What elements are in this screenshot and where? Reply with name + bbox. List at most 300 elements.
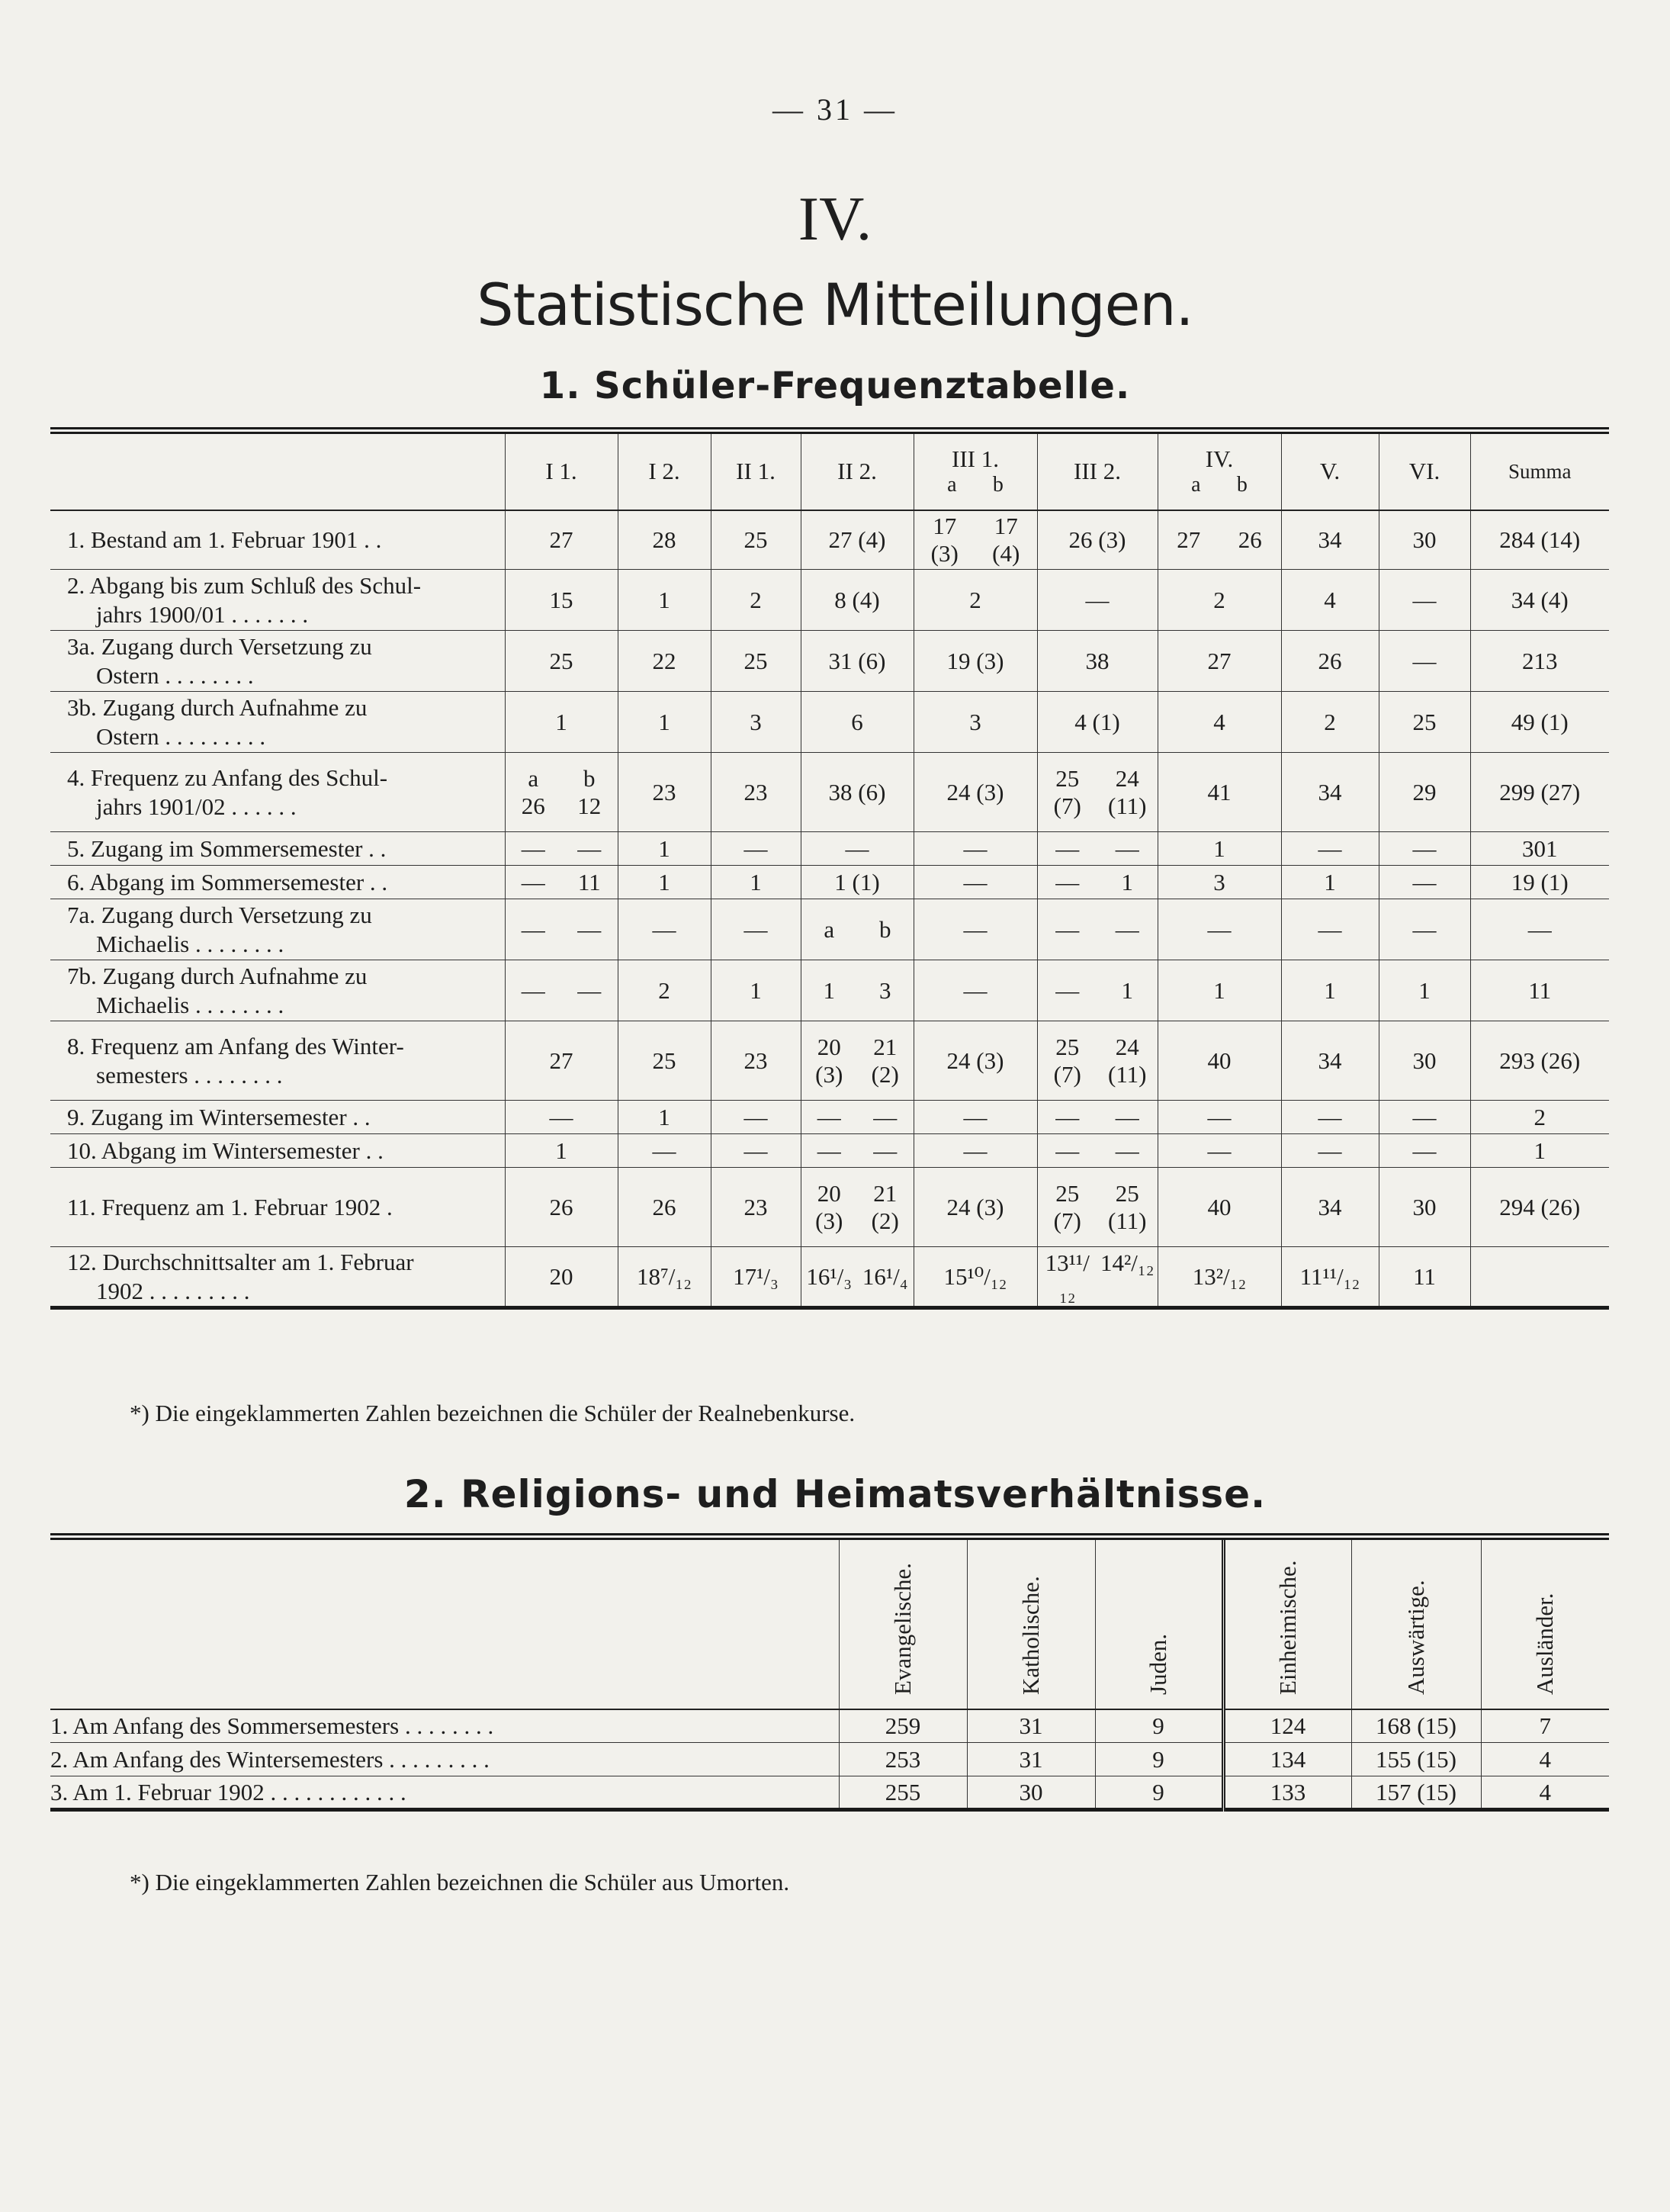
table-row: [50, 1101, 1609, 1134]
table-cell: 6: [801, 692, 914, 753]
split-part-subtext: (4): [992, 539, 1020, 567]
column-subheader: [914, 473, 1037, 497]
table-row: [50, 692, 1609, 753]
table-cell: 2: [914, 570, 1037, 631]
split-part: [561, 869, 618, 896]
column-header: [1037, 431, 1158, 510]
table-cell: —: [914, 866, 1037, 899]
table-cell: 1: [1158, 832, 1281, 866]
column-header-label: IV.: [1205, 445, 1234, 473]
table-row: [50, 1709, 1609, 1743]
table-cell: 41: [1158, 753, 1281, 832]
split-part: [801, 1180, 858, 1235]
row-label-line: Michaelis . . . . . . . .: [96, 991, 284, 1018]
split-part: [1097, 977, 1158, 1005]
header-row: [50, 431, 1609, 510]
split-part: [506, 835, 562, 863]
table-cell: 23: [711, 1168, 801, 1247]
table-cell: —: [618, 899, 711, 960]
table-cell: 1: [1379, 960, 1470, 1021]
column-header: [1481, 1537, 1609, 1709]
split-cell: [1038, 916, 1158, 944]
split-part-value: —: [1115, 915, 1139, 943]
table-cell: 1: [505, 1134, 618, 1168]
column-header-label: Katholische.: [1017, 1575, 1044, 1695]
row-label-line: 7a. Zugang durch Versetzung zu: [67, 901, 372, 928]
column-header: [1281, 431, 1379, 510]
table-cell: [1037, 753, 1158, 832]
column-header: [505, 431, 618, 510]
table-cell: [801, 1134, 914, 1168]
table-cell: 213: [1470, 631, 1609, 692]
table-cell: 25: [711, 631, 801, 692]
row-label: [50, 1168, 505, 1247]
table-row: [50, 899, 1609, 960]
row-label-line: 6. Abgang im Sommersemester . .: [67, 868, 388, 895]
table-cell: 1: [618, 692, 711, 753]
split-part-value: 25: [1055, 1179, 1080, 1207]
row-label-line: 3b. Zugang durch Aufnahme zu: [67, 693, 368, 721]
page-title: Statistische Mitteilungen.: [477, 271, 1193, 339]
column-header: [801, 431, 914, 510]
split-cell: [1038, 1137, 1158, 1165]
column-header-label: Auswärtige.: [1402, 1579, 1429, 1695]
column-header: [1379, 431, 1470, 510]
table-cell: 255: [839, 1776, 967, 1810]
table-row: [50, 832, 1609, 866]
table-cell: —: [711, 832, 801, 866]
column-header: [1223, 1537, 1351, 1709]
split-part: [506, 869, 562, 896]
table-cell: 28: [618, 510, 711, 570]
column-header: [618, 431, 711, 510]
split-part: [801, 1263, 858, 1291]
table-cell: [1037, 1247, 1158, 1308]
split-cell: [801, 977, 914, 1005]
table-cell: —: [711, 899, 801, 960]
table-cell: 3: [914, 692, 1037, 753]
table-cell: 31: [967, 1709, 1095, 1743]
split-part: [801, 1137, 858, 1165]
split-part-value: 16¹/₃: [806, 1262, 853, 1290]
split-part-value: —: [1055, 915, 1080, 943]
table-cell: 4: [1281, 570, 1379, 631]
table-row: [50, 1134, 1609, 1168]
table-cell: 11: [1470, 960, 1609, 1021]
table-cell: [801, 1247, 914, 1308]
split-part: [1097, 835, 1158, 863]
table-cell: —: [711, 1101, 801, 1134]
split-part: [1097, 1180, 1158, 1235]
column-header-label: VI.: [1408, 458, 1440, 485]
split-part: [1097, 1137, 1158, 1165]
table-cell: [914, 510, 1037, 570]
table-cell: [1037, 1101, 1158, 1134]
table-cell: —: [1037, 570, 1158, 631]
split-part: [1038, 765, 1098, 820]
table-cell: —: [1281, 1134, 1379, 1168]
table-cell: 253: [839, 1743, 967, 1776]
column-header: [1158, 431, 1281, 510]
table-cell: —: [1379, 832, 1470, 866]
table-cell: 25: [1379, 692, 1470, 753]
religion-footnote: *) Die eingeklammerten Zahlen bezeichnen die Schüler aus Umorten.: [130, 1869, 790, 1895]
split-part: [1038, 916, 1098, 944]
table-row: [50, 1168, 1609, 1247]
split-cell: [801, 1263, 914, 1291]
table-cell: 24 (3): [914, 1168, 1037, 1247]
split-cell: [506, 765, 618, 820]
table-cell: 49 (1): [1470, 692, 1609, 753]
table-cell: —: [1379, 570, 1470, 631]
table-cell: 17¹/₃: [711, 1247, 801, 1308]
row-label-line: 7b. Zugang durch Aufnahme zu: [67, 962, 368, 989]
split-part-subtext: (7): [1053, 792, 1081, 819]
table-cell: 1: [618, 1101, 711, 1134]
split-part-subtext: (11): [1108, 792, 1147, 819]
column-header-label: V.: [1319, 458, 1341, 485]
table-cell: 19 (3): [914, 631, 1037, 692]
table-cell: 124: [1223, 1709, 1351, 1743]
table-cell: 40: [1158, 1021, 1281, 1101]
split-part-subtext: (11): [1108, 1060, 1147, 1088]
table-cell: 284 (14): [1470, 510, 1609, 570]
column-subheader: [1158, 473, 1281, 497]
table-cell: —: [1281, 1101, 1379, 1134]
split-part: [1097, 1249, 1158, 1304]
split-part-value: 12: [577, 792, 602, 819]
table-cell: 22: [618, 631, 711, 692]
split-part-value: —: [577, 915, 602, 943]
split-part: [561, 835, 618, 863]
split-part-value: 20: [817, 1033, 841, 1060]
split-part-value: —: [1055, 834, 1080, 862]
split-part-value: 1: [823, 976, 835, 1004]
table-cell: 34: [1281, 510, 1379, 570]
table-cell: 34 (4): [1470, 570, 1609, 631]
table-cell: 133: [1223, 1776, 1351, 1810]
split-part-value: 26: [521, 792, 545, 819]
row-label: [50, 510, 505, 570]
row-label-line: 2. Abgang bis zum Schluß des Schul-: [67, 571, 422, 599]
split-part: [1038, 869, 1098, 896]
table-cell: 15: [505, 570, 618, 631]
split-part: [1097, 1104, 1158, 1131]
table-cell: 1: [618, 866, 711, 899]
religion-table-heading: 2. Religions- und Heimatsverhältnisse.: [403, 1472, 1267, 1516]
table-row: [50, 1021, 1609, 1101]
split-part-value: —: [1055, 1137, 1080, 1164]
split-part-value: b: [879, 915, 891, 943]
table-cell: 168 (15): [1351, 1709, 1481, 1743]
row-label: [50, 1021, 505, 1101]
table-cell: [1158, 510, 1281, 570]
table-cell: 25: [711, 510, 801, 570]
split-part-subtext: (2): [871, 1060, 899, 1088]
table-cell: [505, 866, 618, 899]
table-cell: 38 (6): [801, 753, 914, 832]
table-cell: 34: [1281, 753, 1379, 832]
split-part-value: —: [577, 976, 602, 1004]
table-cell: —: [1281, 832, 1379, 866]
split-cell: [1038, 1104, 1158, 1131]
split-part-value: —: [1115, 1137, 1139, 1164]
row-label-line: semesters . . . . . . . .: [96, 1061, 283, 1088]
table-cell: 299 (27): [1470, 753, 1609, 832]
column-header-label: II 1.: [736, 458, 776, 485]
split-part: [1038, 1137, 1098, 1165]
split-part: [1038, 835, 1098, 863]
table-cell: 157 (15): [1351, 1776, 1481, 1810]
table-cell: 2: [618, 960, 711, 1021]
table-cell: 4: [1481, 1743, 1609, 1776]
split-part-subtext: (3): [815, 1207, 843, 1234]
split-part-value: —: [521, 915, 545, 943]
split-part-value: 26: [1238, 526, 1262, 553]
split-part-value: 14²/₁₂: [1100, 1249, 1155, 1276]
row-label: [50, 832, 505, 866]
column-header-label: Juden.: [1145, 1633, 1171, 1695]
split-part: [857, 1034, 914, 1088]
split-part-value: 1: [1121, 976, 1133, 1004]
table-cell: 25: [505, 631, 618, 692]
split-part-value: —: [817, 1137, 841, 1164]
row-label: [50, 692, 505, 753]
table-cell: 30: [1379, 1021, 1470, 1101]
subheader-a: a: [1191, 473, 1201, 497]
split-part-value: 13¹¹/₁₂: [1045, 1249, 1090, 1304]
split-cell: [506, 977, 618, 1005]
row-label: [50, 960, 505, 1021]
table-cell: —: [1158, 1134, 1281, 1168]
page-number: — 31 —: [772, 92, 898, 127]
table-cell: 1: [618, 570, 711, 631]
split-cell: [801, 1137, 914, 1165]
table-cell: 18⁷/₁₂: [618, 1247, 711, 1308]
table-cell: 2: [711, 570, 801, 631]
table-cell: 23: [711, 753, 801, 832]
row-label: [50, 1134, 505, 1168]
table-cell: 9: [1095, 1743, 1223, 1776]
table-cell: 1: [1281, 866, 1379, 899]
column-header-label: Evangelische.: [889, 1562, 916, 1695]
table-cell: [1037, 960, 1158, 1021]
split-part: [801, 1034, 858, 1088]
row-label-line: 5. Zugang im Sommersemester . .: [67, 834, 387, 862]
split-part-value: 25: [1055, 1033, 1080, 1060]
table-cell: 8 (4): [801, 570, 914, 631]
split-part: [914, 513, 976, 567]
split-cell: [1038, 835, 1158, 863]
table-cell: 11: [1379, 1247, 1470, 1308]
split-part: [1038, 1034, 1098, 1088]
row-label: 2. Am Anfang des Wintersemesters . . . . . . . . .: [50, 1745, 490, 1773]
table-cell: 7: [1481, 1709, 1609, 1743]
table-cell: 27: [505, 1021, 618, 1101]
table-cell: —: [1379, 631, 1470, 692]
split-part: [1038, 1180, 1098, 1235]
column-header-label: III 1.: [952, 445, 999, 473]
split-part: [1038, 1249, 1098, 1304]
subheader-a: a: [947, 473, 957, 497]
split-part: [1097, 765, 1158, 820]
split-part-subtext: a: [528, 764, 539, 792]
table-cell: [1037, 1021, 1158, 1101]
frequency-table: [50, 427, 1609, 1310]
split-part-subtext: (3): [815, 1060, 843, 1088]
table-cell: —: [505, 1101, 618, 1134]
split-cell: [506, 916, 618, 944]
table-cell: 294 (26): [1470, 1168, 1609, 1247]
table-cell: 11¹¹/₁₂: [1281, 1247, 1379, 1308]
table-cell: 134: [1223, 1743, 1351, 1776]
split-part: [1097, 916, 1158, 944]
table-cell: 2: [1158, 570, 1281, 631]
table-cell: —: [914, 1134, 1037, 1168]
table-cell: [505, 899, 618, 960]
split-part: [801, 916, 858, 944]
table-cell: [801, 960, 914, 1021]
split-cell: [801, 1104, 914, 1131]
split-cell: [1038, 1034, 1158, 1088]
header-row: [50, 1537, 1609, 1709]
table-cell: [1037, 899, 1158, 960]
table-cell: 20: [505, 1247, 618, 1308]
table-cell: 27: [505, 510, 618, 570]
table-cell: —: [914, 960, 1037, 1021]
table-cell: 26: [618, 1168, 711, 1247]
split-cell: [801, 916, 914, 944]
split-part-value: —: [577, 834, 602, 862]
table-cell: [1037, 1134, 1158, 1168]
table-cell: —: [1158, 899, 1281, 960]
split-part-value: —: [1055, 868, 1080, 895]
split-part: [561, 765, 618, 820]
split-part-value: —: [817, 1103, 841, 1130]
table-cell: 13²/₁₂: [1158, 1247, 1281, 1308]
row-label: 3. Am 1. Februar 1902 . . . . . . . . . . . .: [50, 1778, 406, 1805]
split-part-value: 17: [933, 512, 957, 539]
table-cell: 40: [1158, 1168, 1281, 1247]
table-cell: 3: [711, 692, 801, 753]
split-cell: [801, 1180, 914, 1235]
split-part: [1158, 526, 1220, 554]
table-cell: 1: [1158, 960, 1281, 1021]
split-part: [975, 513, 1037, 567]
split-part: [1097, 1034, 1158, 1088]
table-cell: —: [711, 1134, 801, 1168]
row-label-line: Ostern . . . . . . . .: [96, 661, 254, 689]
split-part: [801, 1104, 858, 1131]
table-cell: 34: [1281, 1168, 1379, 1247]
table-cell: 34: [1281, 1021, 1379, 1101]
subheader-b: b: [992, 473, 1004, 497]
table-cell: [1037, 866, 1158, 899]
table-cell: 26: [1281, 631, 1379, 692]
row-label-line: jahrs 1901/02 . . . . . .: [96, 793, 297, 820]
table-cell: 2: [1281, 692, 1379, 753]
split-cell: [1158, 526, 1281, 554]
row-label: [50, 1101, 505, 1134]
split-cell: [1038, 869, 1158, 896]
table-cell: 19 (1): [1470, 866, 1609, 899]
table-cell: —: [1379, 899, 1470, 960]
column-header: [914, 431, 1037, 510]
table-cell: 27: [1158, 631, 1281, 692]
table-cell: 1: [711, 960, 801, 1021]
row-label: [50, 1247, 505, 1308]
table-row: [50, 753, 1609, 832]
table-cell: [801, 899, 914, 960]
split-part-value: 17: [994, 512, 1018, 539]
row-label: [50, 899, 505, 960]
table-row: [50, 960, 1609, 1021]
split-part-value: —: [1115, 834, 1139, 862]
split-part: [801, 977, 858, 1005]
table-cell: —: [1158, 1101, 1281, 1134]
table-cell: —: [1379, 1101, 1470, 1134]
column-header-label: III 2.: [1074, 458, 1121, 485]
table-cell: 15¹⁰/₁₂: [914, 1247, 1037, 1308]
split-part: [857, 977, 914, 1005]
table-row: [50, 1247, 1609, 1308]
column-header: [839, 1537, 967, 1709]
column-header-label: I 1.: [545, 458, 577, 485]
table-cell: 1: [1281, 960, 1379, 1021]
row-label: 1. Am Anfang des Sommersemesters . . . . . . . .: [50, 1712, 494, 1739]
table-cell: 27 (4): [801, 510, 914, 570]
column-header-label: Summa: [1508, 459, 1572, 483]
column-header-label: Ausländer.: [1531, 1593, 1559, 1695]
table-cell: —: [914, 832, 1037, 866]
section-number: IV.: [798, 184, 872, 253]
table-cell: 1: [711, 866, 801, 899]
row-label-line: Michaelis . . . . . . . .: [96, 930, 284, 957]
column-header-label: II 2.: [837, 458, 877, 485]
table-cell: 24 (3): [914, 1021, 1037, 1101]
split-cell: [1038, 1180, 1158, 1235]
split-part-value: —: [521, 868, 545, 895]
table-cell: 30: [1379, 510, 1470, 570]
split-part: [506, 977, 562, 1005]
table-cell: 9: [1095, 1776, 1223, 1810]
table-cell: —: [618, 1134, 711, 1168]
row-label: [50, 631, 505, 692]
row-label-line: 10. Abgang im Wintersemester . .: [67, 1137, 384, 1164]
split-part: [506, 916, 562, 944]
table-cell: 24 (3): [914, 753, 1037, 832]
split-part-value: 24: [1115, 1033, 1139, 1060]
split-part-subtext: (11): [1108, 1207, 1147, 1234]
table-cell: —: [1379, 1134, 1470, 1168]
split-cell: [506, 869, 618, 896]
split-part-value: —: [1115, 1103, 1139, 1130]
column-header-label: Einheimische.: [1274, 1560, 1301, 1695]
column-header: [1095, 1537, 1223, 1709]
split-cell: [1038, 977, 1158, 1005]
split-part-value: a: [824, 915, 835, 943]
split-part-subtext: (7): [1053, 1207, 1081, 1234]
split-part-value: —: [521, 976, 545, 1004]
row-label: [50, 753, 505, 832]
table-cell: 2: [1470, 1101, 1609, 1134]
row-label: [50, 570, 505, 631]
split-part-value: 21: [873, 1033, 898, 1060]
row-label-line: 4. Frequenz zu Anfang des Schul-: [67, 764, 388, 791]
table-cell: —: [914, 899, 1037, 960]
table-cell: [1470, 1247, 1609, 1308]
row-label-line: 8. Frequenz am Anfang des Winter-: [67, 1032, 404, 1059]
